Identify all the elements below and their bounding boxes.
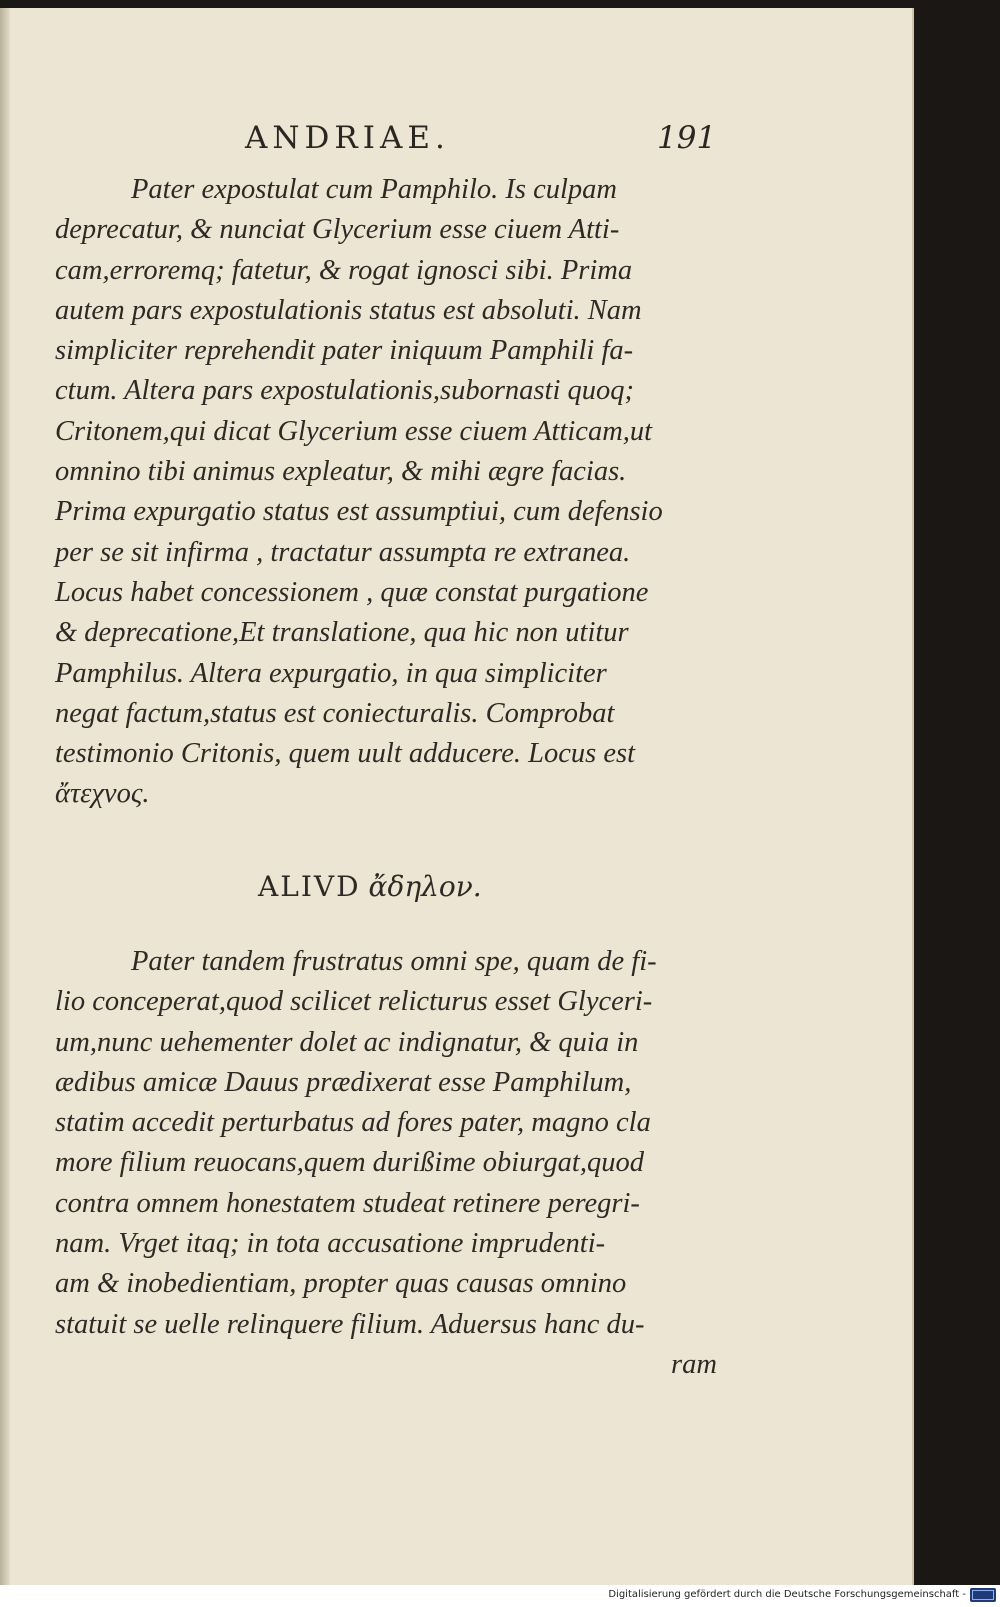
text-line: & deprecatione,Et translatione, qua hic non utitur [55,617,629,649]
text-line: Locus habet concessionem , quæ constat purgatione [55,576,649,608]
text-line: Pater tandem frustratus omni spe, quam de fi- [131,946,657,977]
text-line: deprecatur, & nunciat Glycerium esse ciuem Atti- [55,214,620,246]
page-header [0,120,912,160]
paragraph-1 [55,170,725,815]
text-line: ἄτεχνος. [55,778,150,810]
heading-greek: ἄδηλον. [368,870,482,903]
dfg-logo [970,1588,996,1602]
text-line: testimonio Critonis, quem uult adducere. Locus est [55,738,635,770]
book-page [0,8,914,1585]
heading-latin: ALIVD [258,870,361,903]
text-line: Critonem,qui dicat Glycerium esse ciuem Atticam,ut [55,415,653,447]
text-line: ctum. Altera pars expostulationis,subornasti quoq; [55,375,634,407]
page-number: 191 [657,120,717,156]
catchword: ram [671,1348,717,1380]
text-line: Prima expurgatio status est assumptiui, cum defensio [55,496,663,528]
text-line: Pater expostulat cum Pamphilo. Is culpam [131,174,618,205]
text-line: simpliciter reprehendit pater iniquum Pamphili fa- [55,335,634,367]
text-line: nam. Vrget itaq; in tota accusatione imprudenti- [55,1228,606,1260]
text-line: Pamphilus. Altera expurgatio, in qua simpliciter [55,657,607,689]
text-line: am & inobedientiam, propter quas causas omnino [55,1268,627,1300]
text-line: statim accedit perturbatus ad fores pater, magno cla [55,1107,651,1139]
funding-credit: Digitalisierung gefördert durch die Deutsche Forschungsgemeinschaft - [608,1589,966,1600]
text-line: um,nunc uehementer dolet ac indignatur, & quia in [55,1026,639,1058]
text-line: cam,erroremq; fatetur, & rogat ignosci sibi. Prima [55,254,633,286]
text-line: negat factum,status est coniecturalis. Comprobat [55,697,615,729]
footer [0,1585,1000,1607]
text-line: ædibus amicæ Dauus prædixerat esse Pamphilum, [55,1066,632,1098]
text-line: statuit se uelle relinquere filium. Aduersus hanc du- [55,1308,645,1340]
text-line: omnino tibi animus expleatur, & mihi ægre facias. [55,456,627,488]
text-line: contra omnem honestatem studeat retinere peregri- [55,1187,640,1219]
text-line: autem pars expostulationis status est absoluti. Nam [55,294,642,326]
dfg-logo-frame [972,1590,994,1600]
text-line: more filium reuocans,quem durißime obiurgat,quod [55,1147,644,1179]
text-line: per se sit infirma , tractatur assumpta re extranea. [55,536,631,568]
paragraph-2 [55,942,725,1385]
running-head: ANDRIAE. [245,120,450,156]
text-line: lio conceperat,quod scilicet relicturus esset Glyceri- [55,986,653,1018]
section-heading [258,870,482,903]
page-gutter-shadow [0,8,10,1585]
